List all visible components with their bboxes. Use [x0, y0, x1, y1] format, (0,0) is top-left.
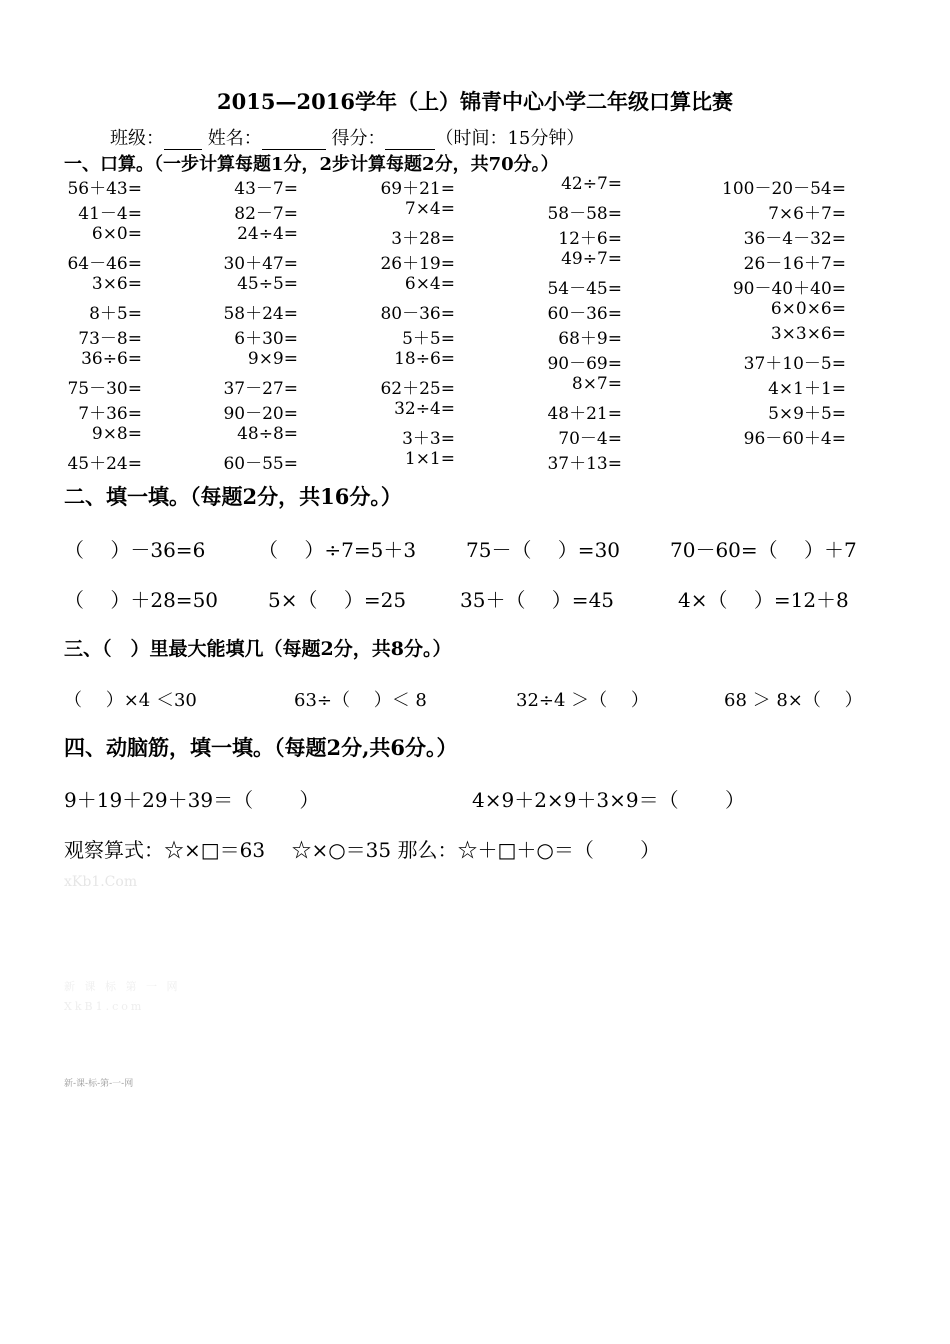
score-label: 得分： — [331, 128, 386, 149]
problem: 100－20－54= — [722, 179, 846, 199]
problem: 73－8= — [78, 329, 142, 349]
problem: 36÷6= — [81, 349, 142, 369]
problem: 45＋24= — [67, 454, 142, 474]
problem: 70－4= — [558, 429, 622, 449]
problem: 4×1＋1= — [768, 379, 846, 399]
problem: 60－36= — [547, 304, 622, 324]
fill-item[interactable]: 5×（ ）=25 — [268, 588, 407, 612]
fill-item[interactable]: 75－（ ）=30 — [466, 538, 621, 562]
grid-row — [60, 424, 860, 449]
problem: 5×9＋5= — [768, 404, 846, 424]
page-title: 2015—2016学年（上）锦青中心小学二年级口算比赛 — [217, 89, 733, 114]
problem: 75－30= — [67, 379, 142, 399]
problem: 8×7= — [571, 374, 622, 394]
problem: 60－55= — [223, 454, 298, 474]
grid-row — [60, 224, 860, 249]
problem: 37－27= — [223, 379, 298, 399]
problem: 7×4= — [404, 199, 455, 219]
problem: 37＋10－5= — [743, 354, 846, 374]
problem: 18÷6= — [394, 349, 455, 369]
problem: 90－69= — [547, 354, 622, 374]
grid-row — [60, 324, 860, 349]
problem: 68＋9= — [558, 329, 622, 349]
problem: 41－4= — [78, 204, 142, 224]
problem: 96－60＋4= — [743, 429, 846, 449]
problem: 24÷4= — [237, 224, 298, 244]
problem: 6×0×6= — [770, 299, 846, 319]
problem: 30＋47= — [223, 254, 298, 274]
problem: 69＋21= — [380, 179, 455, 199]
problem: 48＋21= — [547, 404, 622, 424]
grid-row — [60, 399, 860, 424]
name-blank[interactable] — [262, 131, 326, 150]
compare-item[interactable]: 68 ＞ 8×（ ） — [724, 690, 863, 711]
problem: 7×6＋7= — [768, 204, 846, 224]
section4-heading: 四、动脑筋，填一填。（每题2分,共6分。） — [64, 735, 458, 760]
section1-heading: 一、口算。（一步计算每题1分，2步计算每题2分，共70分。） — [64, 154, 559, 175]
problem: 12＋6= — [558, 229, 622, 249]
fill-item[interactable]: （ ）÷7=5＋3 — [258, 538, 417, 562]
compare-item[interactable]: （ ）×4 ＜30 — [64, 690, 197, 711]
problem: 58＋24= — [223, 304, 298, 324]
problem: 6×4= — [404, 274, 455, 294]
brain-item[interactable]: 4×9＋2×9＋3×9＝（ ） — [472, 788, 745, 812]
observe-item[interactable]: 观察算式：☆×□＝63 ☆×○＝35 那么：☆＋□＋○＝（ ） — [64, 838, 661, 862]
student-info — [110, 124, 584, 150]
problem: 7＋36= — [78, 404, 142, 424]
problem: 58－58= — [547, 204, 622, 224]
problem: 80－36= — [380, 304, 455, 324]
grid-row — [60, 274, 860, 299]
grid-row — [60, 299, 860, 324]
problem: 62＋25= — [380, 379, 455, 399]
grid-row — [60, 174, 860, 199]
problem: 43－7= — [234, 179, 298, 199]
compare-item[interactable]: 63÷（ ）＜ 8 — [294, 690, 427, 711]
problem: 26＋19= — [380, 254, 455, 274]
problem: 54－45= — [547, 279, 622, 299]
problem: 3×6= — [91, 274, 142, 294]
class-label: 班级： — [110, 128, 164, 149]
problem: 9×9= — [247, 349, 298, 369]
grid-row — [60, 199, 860, 224]
fill-item[interactable]: 4×（ ）=12＋8 — [678, 588, 849, 612]
problem: 56＋43= — [67, 179, 142, 199]
problem: 6×0= — [91, 224, 142, 244]
fill-item[interactable]: 70－60=（ ）＋7 — [670, 538, 857, 562]
problem: 48÷8= — [237, 424, 298, 444]
problem: 82－7= — [234, 204, 298, 224]
section2-heading: 二、填一填。（每题2分，共16分。） — [64, 484, 402, 509]
calculation-grid — [60, 174, 860, 474]
fill-item[interactable]: （ ）－36=6 — [64, 538, 206, 562]
time-note: （时间：15分钟） — [435, 128, 585, 149]
problem: 42÷7= — [561, 174, 622, 194]
fill-item[interactable]: （ ）＋28=50 — [64, 588, 219, 612]
problem: 49÷7= — [561, 249, 622, 269]
problem: 3＋28= — [391, 229, 455, 249]
brain-item[interactable]: 9＋19＋29＋39＝（ ） — [64, 788, 320, 812]
grid-row — [60, 249, 860, 274]
problem: 6＋30= — [234, 329, 298, 349]
fill-item[interactable]: 35＋（ ）=45 — [460, 588, 615, 612]
watermark: 新-课-标-第-一-网 — [64, 1079, 134, 1089]
problem: 45÷5= — [237, 274, 298, 294]
problem: 5＋5= — [402, 329, 455, 349]
problem: 9×8= — [91, 424, 142, 444]
problem: 37＋13= — [547, 454, 622, 474]
grid-row — [60, 374, 860, 399]
watermark: xKb1.Com — [64, 874, 138, 890]
grid-row — [60, 449, 860, 474]
problem: 3×3×6= — [770, 324, 846, 344]
problem: 64－46= — [67, 254, 142, 274]
problem: 8＋5= — [89, 304, 142, 324]
problem: 3＋3= — [402, 429, 455, 449]
score-blank[interactable] — [385, 131, 435, 150]
problem: 36－4－32= — [743, 229, 846, 249]
class-blank[interactable] — [164, 131, 202, 150]
section3-heading: 三、（ ）里最大能填几（每题2分，共8分。） — [64, 638, 452, 660]
problem: 90－40＋40= — [732, 279, 846, 299]
watermark: 新 课 标 第 一 网 — [64, 980, 181, 993]
compare-item[interactable]: 32÷4 ＞（ ） — [516, 690, 649, 711]
watermark: XkB1.com — [64, 1000, 145, 1013]
problem: 26－16＋7= — [743, 254, 846, 274]
problem: 32÷4= — [394, 399, 455, 419]
name-label: 姓名： — [207, 128, 262, 149]
problem: 90－20= — [223, 404, 298, 424]
problem: 1×1= — [404, 449, 455, 469]
grid-row — [60, 349, 860, 374]
